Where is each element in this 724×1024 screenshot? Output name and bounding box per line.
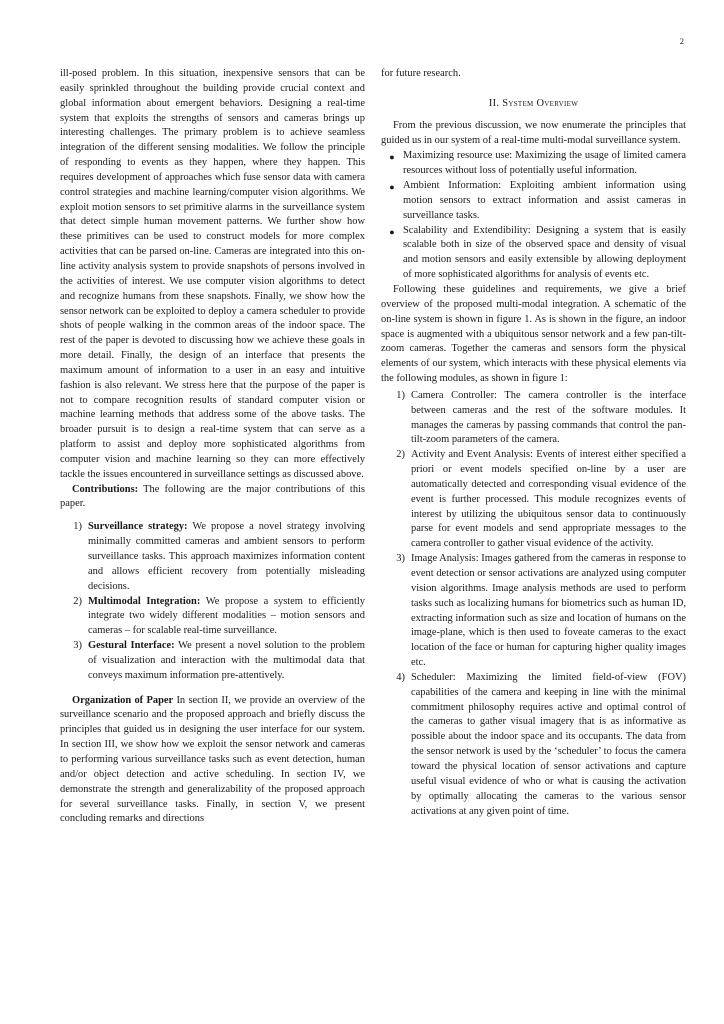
organization-paragraph [60, 694, 365, 828]
intro-continuation-paragraph: ill-posed problem. In this situation, inexpensive sensors that can be easily sprinkled throughout the building provide crucial context and global information about emergent behaviors. Designing a real-time system that exploits the strengths of sensors and cameras brings up interesting challenges. The primary problem is to achieve seamless integration of the different sensing modalities. We follow the principle of responding to events as they happen, where they happen. This requires development of approaches which fuse sensor data with camera control strategies and machine learning/computer vision algorithms. We exploit motion sensors to set primitive alarms in the surveillance system that detect simple human movement patterns. We further show how these primitives can be used to construct models for more complex activities that can be parsed on-line. Cameras are integrated into this on-line activity analysis system to provide snapshots of persons involved in the activities of interest. We use computer vision algorithms to detect and recognize humans from these snapshots. Finally, we show how the sensor network can be exploited to deploy a camera scheduler to provide shots of people walking in the common areas of the indoor space. The rest of the paper is devoted to discussing how we achieve these goals in more detail. Finally, the design of an interface that presents the maximum amount of information to a user in an easy and intuitive fashion is also relevant. We stress here that the purpose of the paper is not to compare recognition results of standard computer vision or machine learning methods that address some of the above tasks. The broader pursuit is to design a real-time system that can serve as a platform to assist and deploy more sophisticated algorithms from computer vision and machine learning so they can more effectively tackle the issues encountered in surveillance settings as discussed above. [60, 68, 365, 480]
principle-item [381, 149, 686, 179]
section-heading: II. System Overview [488, 97, 579, 109]
contribution-text: We propose a system to efficiently integrate two widely different modalities – motion sensors and cameras – for scalable real-time surveillance. [88, 595, 365, 637]
modules-list [381, 389, 686, 819]
page-number: 2 [679, 36, 684, 46]
principles-intro-paragraph: From the previous discussion, we now enumerate the principles that guided us in our system of a real-time multi-modal surveillance system. [381, 119, 686, 146]
principle-item [381, 224, 686, 283]
module-item [381, 671, 686, 819]
organization-label: Organization of Paper [72, 694, 174, 706]
module-number: 1) [396, 389, 405, 401]
module-number: 3) [396, 553, 405, 565]
principle-item [381, 179, 686, 224]
module-item [381, 552, 686, 671]
contribution-item [60, 595, 365, 640]
bullet-icon: ● [389, 226, 395, 237]
contribution-text: We propose a novel strategy involving minimally committed cameras and ambient sensors to perform surveillance tasks. This approach maximizes information content and allows efficient recovery from potentially misleading decisions. [88, 521, 365, 592]
contribution-body [88, 639, 365, 684]
organization-text: In section II, we provide an overview of the surveillance scenario and the proposed approach and briefly discuss the principles that guided us in designing the user interface for our system. In section III, we show how we exploit the sensor network and cameras to performing various surveillance tasks such as event detection, human and/or object detection and active scheduling. In section IV, we demonstrate the strength and generalizability of the proposed approach for several surveillance tasks. Finally, in section V, we present concluding remarks and directions [60, 694, 365, 825]
bullet-icon: ● [389, 152, 395, 163]
contribution-item [60, 520, 365, 594]
module-text: Camera Controller: The camera controller is the interface between cameras and the rest of the software modules. It manages the cameras by passing commands that control the pan-tilt-zoom parameters of the camera. [411, 389, 686, 446]
module-text: Scheduler: Maximizing the limited field-of-view (FOV) capabilities of the camera and keeping in line with the minimal commitment philosophy requires active and optimal control of the cameras to gather visual imagery that is as informative as possible about the indoor space and its occupants. The data from the sensor network is used by the ‘scheduler’ to focus the camera toward the physical location of sensor activations and capture useful visual evidence of who or what is causing the activation by optimally allocating the cameras to the various sensor activations at any given point of time. [411, 671, 686, 817]
contribution-number: 3) [73, 640, 82, 652]
module-number: 4) [396, 671, 405, 683]
contribution-body [88, 520, 365, 594]
contribution-number: 1) [73, 521, 82, 533]
principle-text: Maximizing resource use: Maximizing the usage of limited camera resources without loss of potentially useful information. [403, 150, 686, 177]
contribution-item [60, 639, 365, 684]
principle-text: Scalability and Extendibility: Designing a system that is easily scalable both in size of the observed space and density of visual and motion sensors and easily extensible by allowing deployment of more sophisticated algorithms for analysis of events etc. [403, 224, 686, 281]
future-research-continuation: for future research. [381, 68, 461, 79]
contributions-label: Contributions: [72, 483, 139, 495]
left-column [60, 67, 365, 827]
principle-text: Ambient Information: Exploiting ambient information using motion sensors to extract information and assist cameras in surveillance tasks. [403, 180, 686, 221]
contribution-title: Surveillance strategy: [88, 521, 188, 533]
contribution-title: Multimodal Integration: [88, 595, 201, 607]
module-item [381, 448, 686, 552]
system-overview-paragraph: Following these guidelines and requirements, we give a brief overview of the proposed multi-modal integration. A schematic of the on-line system is shown in figure 1. As is shown in the figure, an indoor space is augmented with a ubiquitous sensor network and a few pan-tilt-zoom cameras. Together the cameras and sensors form the physical elements of our system, which interacts with these physical elements via the following modules, as shown in figure 1: [381, 283, 686, 385]
principles-list [381, 149, 686, 283]
bullet-icon: ● [389, 182, 395, 193]
module-item [381, 389, 686, 448]
contribution-title: Gestural Interface: [88, 640, 175, 652]
contribution-number: 2) [73, 595, 82, 607]
contribution-text: We present a novel solution to the problem of visualization and interaction with the multimodal data that conveys maximum information pre-attentively. [88, 640, 365, 681]
right-column [381, 67, 686, 819]
contributions-paragraph [60, 483, 365, 513]
module-text: Image Analysis: Images gathered from the cameras in response to event detection or sensor activations are analyzed using computer vision algorithms. Image analysis methods are used to perform tasks such as localizing humans for biometrics such as human ID, extracting information such as size and location of humans on the image-plane, which is then used to foveate cameras to the exact location of the face or human for capturing higher quality images etc. [411, 553, 686, 669]
contributions-intro-text: The following are the major contributions of this paper. [60, 483, 365, 510]
module-number: 2) [396, 449, 405, 461]
contribution-body [88, 595, 365, 640]
contributions-list [60, 520, 365, 683]
module-text: Activity and Event Analysis: Events of interest either specified a priori or event models specified on-line by a user are automatically detected and corresponding visual evidence of the event is further processed. This module recognizes events of interest by utilizing the ubiquitous sensor data to continuously parse for event models and send appropriate messages to the camera controller to gather visual evidence of the activity. [411, 449, 686, 550]
